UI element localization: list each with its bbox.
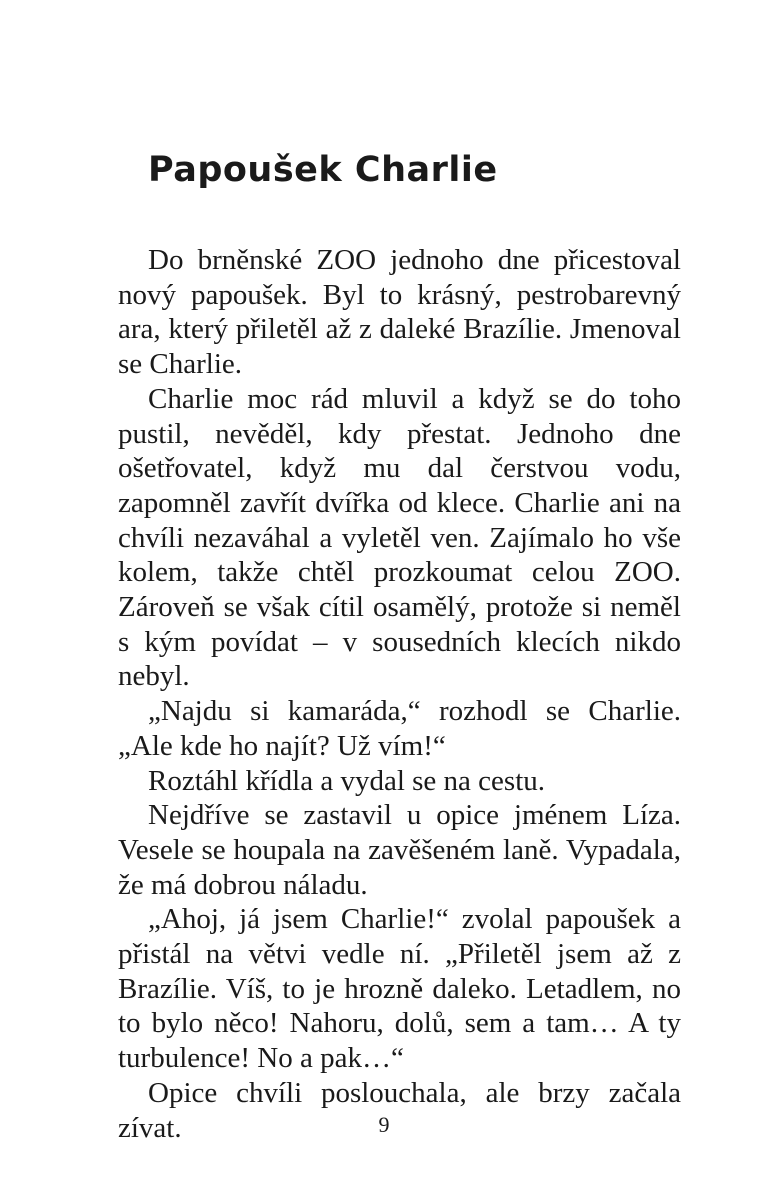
page-number: 9 [378,1112,390,1137]
paragraph-3: „Najdu si kamaráda,“ rozhodl se Charlie. „Ale kde ho najít? Už vím!“ [118,695,681,762]
paragraph-1: Do brněnské ZOO jednoho dne přicestoval nový papoušek. Byl to krásný, pestrobarevný ara, který přiletěl až z daleké Brazílie. Jmenoval se Charlie. [118,244,681,381]
paragraph-4: Roztáhl křídla a vydal se na cestu. [148,764,546,797]
paragraph-6: „Ahoj, já jsem Charlie!“ zvolal papoušek a přistál na větvi vedle ní. „Přiletěl jsem až z Brazílie. Víš, to je hrozně daleko. Letadlem, no to bylo něco! Nahoru, dolů, sem a tam… A ty turbulence! No a pak…“ [118,903,681,1075]
paragraph-2: Charlie moc rád mluvil a když se do toho pustil, nevěděl, kdy přestat. Jednoho dne ošetřovatel, když mu dal čerstvou vodu, zapomněl zavřít dvířka od klece. Charlie ani na chvíli nezaváhal a vyletěl ven. Zajímalo ho vše kolem, takže chtěl prozkoumat celou ZOO. Zároveň se však cítil osamělý, protože si neměl s kým povídat – v sousedních klecích nikdo nebyl. [118,382,681,693]
paragraph-7: Opice chvíli poslouchala, ale brzy začala zívat. [118,1076,681,1144]
chapter-title: Papoušek Charlie [148,150,498,190]
body-text [118,243,681,1145]
paragraph-5: Nejdříve se zastavil u opice jménem Líza. Vesele se houpala na zavěšeném laně. Vypadala, že má dobrou náladu. [118,799,681,901]
